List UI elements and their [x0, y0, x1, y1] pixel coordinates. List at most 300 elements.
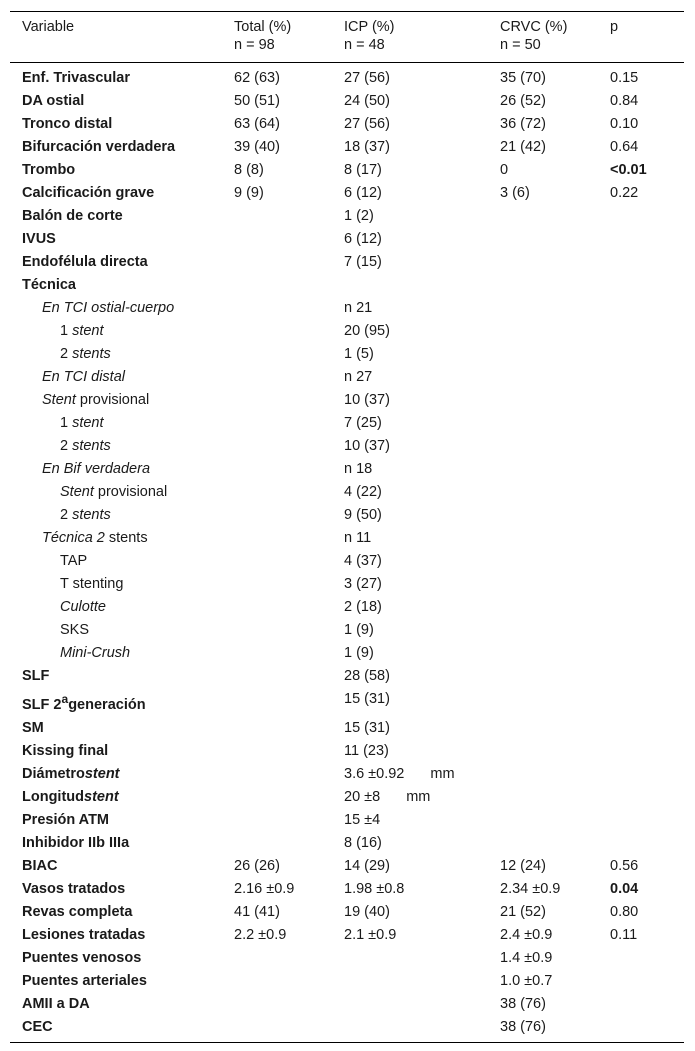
header-title: CRVC (%): [500, 19, 568, 35]
variable-label: SM: [22, 719, 44, 736]
cell-crvc: [488, 665, 598, 688]
icp-value: 24 (50): [344, 93, 390, 109]
cell-p: [598, 343, 684, 366]
cell-p: [598, 717, 684, 740]
cell-variable: [10, 182, 222, 205]
variable-label-italic: stent: [72, 323, 104, 339]
cell-variable: [10, 550, 222, 573]
icp-value: 15 (31): [344, 719, 390, 736]
cell-crvc: [488, 343, 598, 366]
cell-variable: [10, 343, 222, 366]
icp-value: 6 (12): [344, 185, 382, 201]
cell-total: [222, 297, 332, 320]
cell-p: [598, 947, 684, 970]
cell-total: 41 (41): [234, 903, 280, 920]
icp-value: 15 (31): [344, 691, 390, 707]
cell-crvc: [488, 228, 598, 251]
cell-p: [598, 596, 684, 619]
variable-label: BIAC: [22, 857, 58, 874]
variable-label: Puentes arteriales: [22, 972, 147, 989]
icp-value: n 11: [344, 530, 372, 546]
header-title: p: [610, 19, 619, 35]
header-title: Total (%): [234, 19, 292, 35]
variable-label-italic: stent: [72, 415, 104, 431]
cell-total: 26 (26): [234, 857, 280, 874]
cell-icp: [332, 481, 488, 504]
header-icp: [332, 12, 488, 63]
table-row: [10, 740, 684, 763]
table-row: [10, 297, 684, 320]
variable-label: Kissing final: [22, 742, 109, 759]
table-row: [10, 550, 684, 573]
variable-label: Endofélula directa: [22, 254, 148, 270]
cell-p: [598, 993, 684, 1016]
variable-label: SLF: [22, 668, 50, 684]
cell-variable: [10, 481, 222, 504]
cell-p: 0.15: [610, 70, 639, 86]
icp-value: 2 (18): [344, 599, 382, 615]
cell-crvc: 3 (6): [500, 185, 530, 201]
cell-total: [222, 550, 332, 573]
cell-variable: [10, 596, 222, 619]
icp-value: 4 (22): [344, 484, 382, 500]
cell-total: [222, 1016, 332, 1043]
cell-crvc: 1.0 ±0.7: [500, 972, 553, 989]
cell-variable: [10, 947, 222, 970]
cell-icp: [332, 550, 488, 573]
cell-icp: [332, 642, 488, 665]
cell-variable: [10, 688, 222, 717]
icp-value: 7 (25): [344, 415, 382, 431]
cell-icp: [332, 901, 488, 924]
cell-total: [222, 786, 332, 809]
cell-crvc: [488, 366, 598, 389]
cell-total: 8 (8): [234, 162, 264, 178]
table-header: [10, 12, 684, 63]
variable-label: Técnica: [22, 277, 76, 293]
cell-p: [598, 550, 684, 573]
table-row: [10, 642, 684, 665]
table-row: [10, 412, 684, 435]
cell-total: 2.16 ±0.9: [234, 880, 295, 897]
variable-label: SKS: [60, 622, 90, 638]
variable-label-italic: Stent: [42, 392, 76, 408]
table-row: [10, 1016, 684, 1043]
cell-icp: [332, 366, 488, 389]
cell-icp: [332, 809, 488, 832]
cell-p: [598, 481, 684, 504]
cell-icp: [332, 786, 488, 809]
cell-crvc: [488, 642, 598, 665]
cell-total: [222, 366, 332, 389]
cell-crvc: 2.34 ±0.9: [500, 880, 561, 897]
cell-icp: [332, 274, 488, 297]
cell-total: [222, 993, 332, 1016]
cell-icp: [332, 435, 488, 458]
cell-crvc: [488, 832, 598, 855]
variable-label: T stenting: [60, 576, 124, 592]
cell-p: 0.10: [610, 116, 639, 132]
cell-total: [222, 596, 332, 619]
data-table: [10, 11, 684, 1043]
cell-variable: [10, 251, 222, 274]
icp-unit: mm: [406, 788, 431, 805]
cell-icp: [332, 90, 488, 113]
variable-label-sup: a: [61, 692, 69, 706]
cell-variable: [10, 763, 222, 786]
cell-p: [598, 205, 684, 228]
icp-value: 11 (23): [344, 742, 389, 759]
cell-variable: [10, 717, 222, 740]
cell-total: [222, 832, 332, 855]
header-variable: [10, 12, 222, 63]
variable-label: provisional: [75, 392, 150, 408]
cell-total: [222, 763, 332, 786]
cell-icp: [332, 389, 488, 412]
cell-icp: [332, 596, 488, 619]
table-row: [10, 878, 684, 901]
cell-variable: [10, 527, 222, 550]
icp-value: 10 (37): [344, 392, 390, 408]
cell-crvc: [488, 740, 598, 763]
variable-label: Enf. Trivascular: [22, 70, 130, 86]
cell-p: 0.80: [610, 903, 639, 920]
cell-total: [222, 947, 332, 970]
cell-total: [222, 481, 332, 504]
variable-label: IVUS: [22, 231, 56, 247]
cell-icp: [332, 320, 488, 343]
icp-value: 10 (37): [344, 438, 390, 454]
cell-variable: [10, 228, 222, 251]
cell-icp: [332, 527, 488, 550]
cell-total: [222, 205, 332, 228]
cell-p: [598, 389, 684, 412]
table-body: [10, 63, 684, 1043]
cell-variable: [10, 63, 222, 91]
table-row: [10, 947, 684, 970]
table-row: [10, 901, 684, 924]
cell-variable: [10, 1016, 222, 1043]
cell-p: [598, 573, 684, 596]
cell-variable: [10, 205, 222, 228]
cell-p: [598, 740, 684, 763]
cell-crvc: [488, 435, 598, 458]
cell-icp: [332, 947, 488, 970]
cell-icp: [332, 740, 488, 763]
table-row: [10, 320, 684, 343]
cell-total: [222, 458, 332, 481]
cell-crvc: 1.4 ±0.9: [500, 949, 553, 966]
cell-p: 0.64: [610, 139, 639, 155]
cell-total: [222, 717, 332, 740]
icp-value: 18 (37): [344, 139, 390, 155]
cell-total: [222, 320, 332, 343]
icp-value: 6 (12): [344, 231, 382, 247]
header-sub: n = 48: [344, 37, 385, 53]
table-row: [10, 366, 684, 389]
table-row: [10, 504, 684, 527]
cell-p: [598, 786, 684, 809]
table-row: [10, 90, 684, 113]
cell-p: [598, 665, 684, 688]
cell-icp: [332, 763, 488, 786]
table-row: [10, 63, 684, 91]
cell-variable: [10, 855, 222, 878]
cell-variable: [10, 993, 222, 1016]
cell-icp: [332, 619, 488, 642]
cell-variable: [10, 274, 222, 297]
variable-label: generación: [68, 696, 146, 713]
table-row: [10, 809, 684, 832]
table-row: [10, 970, 684, 993]
cell-icp: [332, 113, 488, 136]
variable-label: Puentes venosos: [22, 949, 142, 966]
cell-variable: [10, 809, 222, 832]
cell-icp: [332, 504, 488, 527]
cell-icp: [332, 182, 488, 205]
variable-label: Trombo: [22, 162, 76, 178]
cell-p: [598, 366, 684, 389]
cell-total: 9 (9): [234, 185, 264, 201]
variable-label: Tronco distal: [22, 116, 113, 132]
icp-value: 14 (29): [344, 857, 390, 874]
variable-label-italic: Técnica 2: [42, 530, 105, 546]
cell-icp: [332, 458, 488, 481]
table-row: [10, 205, 684, 228]
cell-crvc: [488, 412, 598, 435]
header-sub: n = 50: [500, 37, 541, 53]
cell-crvc: [488, 786, 598, 809]
cell-p: [598, 504, 684, 527]
icp-value: n 27: [344, 369, 373, 385]
variable-label: AMII a DA: [22, 995, 90, 1012]
variable-label: Inhibidor IIb IIIa: [22, 834, 130, 851]
variable-label-italic: stent: [84, 788, 119, 805]
header-total: [222, 12, 332, 63]
variable-label: Culotte: [60, 599, 106, 615]
cell-total: [222, 504, 332, 527]
cell-p: [598, 297, 684, 320]
cell-crvc: [488, 763, 598, 786]
table-row: [10, 458, 684, 481]
table-row: [10, 596, 684, 619]
cell-crvc: 38 (76): [500, 995, 546, 1012]
cell-crvc: 38 (76): [500, 1018, 546, 1035]
cell-icp: [332, 878, 488, 901]
header-p: [598, 12, 684, 63]
cell-p: [598, 832, 684, 855]
cell-crvc: 0: [500, 162, 509, 178]
icp-value: 1 (9): [344, 645, 374, 661]
cell-crvc: [488, 527, 598, 550]
cell-total: [222, 740, 332, 763]
cell-variable: [10, 297, 222, 320]
icp-value: 8 (17): [344, 162, 382, 178]
cell-variable: [10, 740, 222, 763]
header-title: ICP (%): [344, 19, 395, 35]
variable-label: En Bif verdadera: [42, 461, 151, 477]
cell-crvc: [488, 297, 598, 320]
cell-p: [598, 763, 684, 786]
icp-value: 1 (5): [344, 346, 374, 362]
icp-value: 3 (27): [344, 576, 382, 592]
cell-p: [598, 435, 684, 458]
table-row: [10, 435, 684, 458]
cell-crvc: 26 (52): [500, 93, 546, 109]
table-row: [10, 527, 684, 550]
icp-value: 4 (37): [344, 553, 382, 569]
cell-p: [598, 320, 684, 343]
cell-p: 0.56: [610, 857, 639, 874]
cell-crvc: 36 (72): [500, 116, 546, 132]
cell-crvc: [488, 458, 598, 481]
icp-value: 27 (56): [344, 70, 390, 86]
variable-label: 2: [60, 346, 73, 362]
cell-p: [598, 527, 684, 550]
variable-label: stents: [104, 530, 148, 546]
variable-label-italic: stents: [72, 346, 111, 362]
cell-crvc: [488, 573, 598, 596]
icp-value: n 21: [344, 300, 373, 316]
cell-p: [598, 251, 684, 274]
cell-crvc: 21 (52): [500, 903, 546, 920]
variable-label: Diámetro: [22, 765, 85, 782]
cell-total: [222, 970, 332, 993]
variable-label-italic: Stent: [60, 484, 94, 500]
cell-total: [222, 412, 332, 435]
cell-total: [222, 435, 332, 458]
cell-icp: [332, 63, 488, 91]
cell-total: 63 (64): [234, 116, 280, 132]
cell-icp: [332, 993, 488, 1016]
table-row: [10, 228, 684, 251]
table-row: [10, 688, 684, 717]
cell-p: [598, 809, 684, 832]
table-row: [10, 855, 684, 878]
cell-p: [598, 688, 684, 717]
header-row: [10, 12, 684, 63]
cell-icp: [332, 251, 488, 274]
cell-p: [598, 274, 684, 297]
icp-value: 20 (95): [344, 323, 390, 339]
cell-variable: [10, 320, 222, 343]
cell-variable: [10, 924, 222, 947]
table-row: [10, 182, 684, 205]
table-row: [10, 763, 684, 786]
variable-label: Lesiones tratadas: [22, 926, 146, 943]
cell-p: [598, 642, 684, 665]
cell-crvc: 12 (24): [500, 857, 546, 874]
cell-crvc: [488, 550, 598, 573]
cell-icp: [332, 205, 488, 228]
cell-crvc: [488, 809, 598, 832]
cell-crvc: [488, 251, 598, 274]
cell-total: [222, 343, 332, 366]
cell-variable: [10, 504, 222, 527]
cell-icp: [332, 136, 488, 159]
cell-total: 39 (40): [234, 139, 280, 155]
cell-total: [222, 527, 332, 550]
cell-total: 2.2 ±0.9: [234, 926, 287, 943]
cell-total: [222, 251, 332, 274]
header-crvc: [488, 12, 598, 63]
variable-label-italic: stents: [72, 438, 111, 454]
cell-crvc: [488, 596, 598, 619]
cell-icp: [332, 228, 488, 251]
cell-crvc: [488, 619, 598, 642]
cell-crvc: [488, 389, 598, 412]
cell-icp: [332, 970, 488, 993]
cell-variable: [10, 435, 222, 458]
variable-label: provisional: [93, 484, 168, 500]
cell-total: [222, 619, 332, 642]
cell-variable: [10, 970, 222, 993]
cell-total: [222, 228, 332, 251]
cell-crvc: 35 (70): [500, 70, 546, 86]
icp-value: 28 (58): [344, 668, 390, 684]
variable-label: Vasos tratados: [22, 880, 126, 897]
table-row: [10, 573, 684, 596]
table-row: [10, 274, 684, 297]
cell-total: [222, 389, 332, 412]
icp-value: 20 ±8: [344, 788, 381, 805]
cell-icp: [332, 412, 488, 435]
header-sub: n = 98: [234, 37, 275, 53]
variable-label: 1: [60, 415, 73, 431]
variable-label: 1: [60, 323, 73, 339]
table-row: [10, 343, 684, 366]
cell-crvc: [488, 481, 598, 504]
cell-total: [222, 274, 332, 297]
icp-value: n 18: [344, 461, 373, 477]
icp-value: 27 (56): [344, 116, 390, 132]
table-row: [10, 251, 684, 274]
cell-total: [222, 688, 332, 717]
cell-crvc: [488, 320, 598, 343]
icp-value: 15 ±4: [344, 811, 381, 828]
cell-variable: [10, 573, 222, 596]
cell-total: [222, 665, 332, 688]
variable-label: 2: [60, 507, 73, 523]
variable-label: DA ostial: [22, 93, 85, 109]
variable-label-italic: stent: [84, 765, 120, 782]
icp-unit: mm: [430, 765, 455, 782]
variable-label: TAP: [60, 553, 88, 569]
cell-icp: [332, 924, 488, 947]
cell-variable: [10, 901, 222, 924]
cell-icp: [332, 665, 488, 688]
table-row: [10, 786, 684, 809]
cell-crvc: [488, 688, 598, 717]
cell-total: [222, 809, 332, 832]
variable-label: Mini-Crush: [60, 645, 131, 661]
variable-label: En TCI ostial-cuerpo: [42, 300, 175, 316]
table-row: [10, 717, 684, 740]
table-row: [10, 159, 684, 182]
icp-value: 3.6 ±0.92: [344, 765, 405, 782]
cell-p: [598, 228, 684, 251]
cell-icp: [332, 159, 488, 182]
icp-value: 8 (16): [344, 834, 382, 851]
cell-p: [598, 458, 684, 481]
variable-label: Calcificación grave: [22, 185, 155, 201]
cell-p: [598, 970, 684, 993]
table-row: [10, 665, 684, 688]
cell-total: [222, 642, 332, 665]
icp-value: 9 (50): [344, 507, 382, 523]
cell-icp: [332, 1016, 488, 1043]
cell-p: [598, 1016, 684, 1043]
